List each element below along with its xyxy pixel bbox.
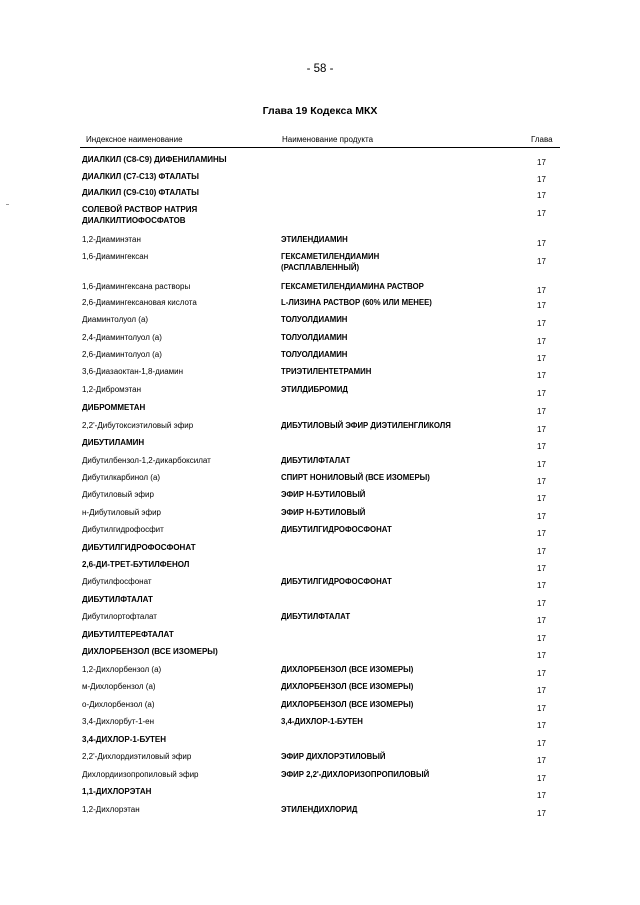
- index-name-cell: 1,2-Диаминэтан: [82, 235, 141, 244]
- index-name-cell: ДИАЛКИЛ (С7-С13) ФТАЛАТЫ: [82, 172, 200, 181]
- index-name-cell: 3,6-Диазаоктан-1,8-диамин: [82, 367, 184, 376]
- page-number: - 58 -: [306, 63, 334, 75]
- chapter-cell: 17: [537, 158, 546, 167]
- product-name-cell: ЭФИР Н-БУТИЛОВЫЙ: [281, 490, 366, 499]
- index-name-cell: 2,6-Диаминтолуол (а): [82, 350, 162, 359]
- chapter-cell: 17: [537, 547, 546, 556]
- chapter-cell: 17: [537, 354, 546, 363]
- chapter-cell: 17: [537, 209, 546, 218]
- chapter-cell: 17: [537, 407, 546, 416]
- index-name-cell: ДИБУТИЛТЕРЕФТАЛАТ: [82, 630, 174, 639]
- product-name-cell: ЭФИР ДИХЛОРЭТИЛОВЫЙ: [281, 752, 386, 761]
- index-name-cell: 2,6-Диамингексановая кислота: [82, 298, 197, 307]
- chapter-cell: 17: [537, 581, 546, 590]
- chapter-cell: 17: [537, 477, 546, 486]
- index-name-cell: 1,1-ДИХЛОРЭТАН: [82, 787, 152, 796]
- product-name-cell: ДИХЛОРБЕНЗОЛ (ВСЕ ИЗОМЕРЫ): [281, 665, 414, 674]
- index-name-cell: Дибутилкарбинол (а): [82, 473, 161, 482]
- product-name-cell: 3,4-ДИХЛОР-1-БУТЕН: [281, 717, 363, 726]
- chapter-cell: 17: [537, 669, 546, 678]
- product-name-cell: ДИБУТИЛФТАЛАТ: [281, 612, 351, 621]
- index-name-cell: 2,4-Диаминтолуол (а): [82, 333, 162, 342]
- chapter-cell: 17: [537, 756, 546, 765]
- chapter-cell: 17: [537, 616, 546, 625]
- chapter-cell: 17: [537, 425, 546, 434]
- chapter-cell: 17: [537, 301, 546, 310]
- index-name-cell: ДИАЛКИЛ (С9-С10) ФТАЛАТЫ: [82, 188, 200, 197]
- product-name-cell: ДИБУТИЛГИДРОФОСФОНАТ: [281, 525, 392, 534]
- chapter-cell: 17: [537, 651, 546, 660]
- index-name-cell: 3,4-ДИХЛОР-1-БУТЕН: [82, 735, 167, 744]
- product-name-cell: ТОЛУОЛДИАМИН: [281, 350, 348, 359]
- chapter-cell: 17: [537, 809, 546, 818]
- chapter-cell: 17: [537, 175, 546, 184]
- chapter-cell: 17: [537, 529, 546, 538]
- index-name-cell: Дибутилбензол-1,2-дикарбоксилат: [82, 456, 211, 465]
- index-name-cell: 3,4-Дихлорбут-1-ен: [82, 717, 155, 726]
- chapter-cell: 17: [537, 721, 546, 730]
- product-name-cell: ЭТИЛЕНДИХЛОРИД: [281, 805, 358, 814]
- chapter-cell: 17: [537, 389, 546, 398]
- index-name-cell: Дихлордиизопропиловый эфир: [82, 770, 199, 779]
- chapter-cell: 17: [537, 739, 546, 748]
- product-name-cell: ГЕКСАМЕТИЛЕНДИАМИНА РАСТВОР: [281, 282, 424, 291]
- index-name-cell: Дибутилгидрофосфит: [82, 525, 164, 534]
- index-name-cell: н-Дибутиловый эфир: [82, 508, 161, 517]
- index-name-cell: 2,2'-Дихлордиэтиловый эфир: [82, 752, 192, 761]
- index-name-cell: м-Дихлорбензол (а): [82, 682, 156, 691]
- chapter-cell: 17: [537, 442, 546, 451]
- product-name-cell: ДИХЛОРБЕНЗОЛ (ВСЕ ИЗОМЕРЫ): [281, 682, 414, 691]
- index-name-cell: 1,2-Дихлорбензол (а): [82, 665, 162, 674]
- header-chapter: Глава: [531, 135, 553, 144]
- chapter-cell: 17: [537, 634, 546, 643]
- index-name-cell: ДИБУТИЛГИДРОФОСФОНАТ: [82, 543, 196, 552]
- chapter-cell: 17: [537, 704, 546, 713]
- index-name-cell: Диаминтолуол (а): [82, 315, 149, 324]
- product-name-cell: ТОЛУОЛДИАМИН: [281, 333, 348, 342]
- product-name-cell: ЭТИЛДИБРОМИД: [281, 385, 348, 394]
- chapter-cell: 17: [537, 319, 546, 328]
- index-name-cell: о-Дихлорбензол (а): [82, 700, 155, 709]
- header-index-name: Индексное наименование: [86, 135, 183, 144]
- product-name-cell: L-ЛИЗИНА РАСТВОР (60% ИЛИ МЕНЕЕ): [281, 298, 432, 307]
- chapter-cell: 17: [537, 239, 546, 248]
- chapter-cell: 17: [537, 599, 546, 608]
- index-name-cell: ДИАЛКИЛ (С8-С9) ДИФЕНИЛАМИНЫ: [82, 155, 227, 164]
- chapter-cell: 17: [537, 686, 546, 695]
- index-name-cell: ДИБУТИЛФТАЛАТ: [82, 595, 153, 604]
- index-name-cell: 2,2'-Дибутоксиэтиловый эфир: [82, 421, 194, 430]
- product-name-cell: ДИБУТИЛОВЫЙ ЭФИР ДИЭТИЛЕНГЛИКОЛЯ: [281, 421, 451, 430]
- chapter-cell: 17: [537, 337, 546, 346]
- index-name-cell: 1,6-Диамингексана растворы: [82, 282, 191, 291]
- product-name-cell: ДИБУТИЛФТАЛАТ: [281, 456, 351, 465]
- product-name-cell: ЭФИР Н-БУТИЛОВЫЙ: [281, 508, 366, 517]
- chapter-cell: 17: [537, 512, 546, 521]
- product-name-cell: СПИРТ НОНИЛОВЫЙ (ВСЕ ИЗОМЕРЫ): [281, 473, 430, 482]
- product-name-cell: ДИБУТИЛГИДРОФОСФОНАТ: [281, 577, 392, 586]
- index-name-cell: ДИБУТИЛАМИН: [82, 438, 145, 447]
- product-name-cell: ТОЛУОЛДИАМИН: [281, 315, 348, 324]
- index-name-cell: 2,6-ДИ-ТРЕТ-БУТИЛФЕНОЛ: [82, 560, 190, 569]
- chapter-cell: 17: [537, 286, 546, 295]
- chapter-cell: 17: [537, 564, 546, 573]
- index-name-cell: Дибутиловый эфир: [82, 490, 154, 499]
- chapter-cell: 17: [537, 460, 546, 469]
- index-name-cell: Дибутилортофталат: [82, 612, 157, 621]
- chapter-cell: 17: [537, 191, 546, 200]
- chapter-cell: 17: [537, 791, 546, 800]
- product-name-cell: ГЕКСАМЕТИЛЕНДИАМИН (РАСПЛАВЛЕННЫЙ): [281, 252, 380, 272]
- product-name-cell: ДИХЛОРБЕНЗОЛ (ВСЕ ИЗОМЕРЫ): [281, 700, 414, 709]
- product-name-cell: ЭФИР 2,2'-ДИХЛОРИЗОПРОПИЛОВЫЙ: [281, 770, 430, 779]
- index-name-cell: 1,2-Дибромэтан: [82, 385, 141, 394]
- index-name-cell: 1,6-Диамингексан: [82, 252, 149, 261]
- chapter-title: Глава 19 Кодекса МКХ: [262, 105, 378, 117]
- index-name-cell: Дибутилфосфонат: [82, 577, 152, 586]
- chapter-cell: 17: [537, 494, 546, 503]
- chapter-cell: 17: [537, 774, 546, 783]
- header-product-name: Наименование продукта: [282, 135, 374, 144]
- index-name-cell: СОЛЕВОЙ РАСТВОР НАТРИЯ ДИАЛКИЛТИОФОСФАТОВ: [82, 205, 198, 225]
- product-name-cell: ТРИЭТИЛЕНТЕТРАМИН: [281, 367, 372, 376]
- index-name-cell: ДИБРОММЕТАН: [82, 403, 146, 412]
- chapter-cell: 17: [537, 257, 546, 266]
- chapter-cell: 17: [537, 371, 546, 380]
- product-name-cell: ЭТИЛЕНДИАМИН: [281, 235, 348, 244]
- index-name-cell: ДИХЛОРБЕНЗОЛ (ВСЕ ИЗОМЕРЫ): [82, 647, 218, 656]
- index-name-cell: 1,2-Дихлорэтан: [82, 805, 140, 814]
